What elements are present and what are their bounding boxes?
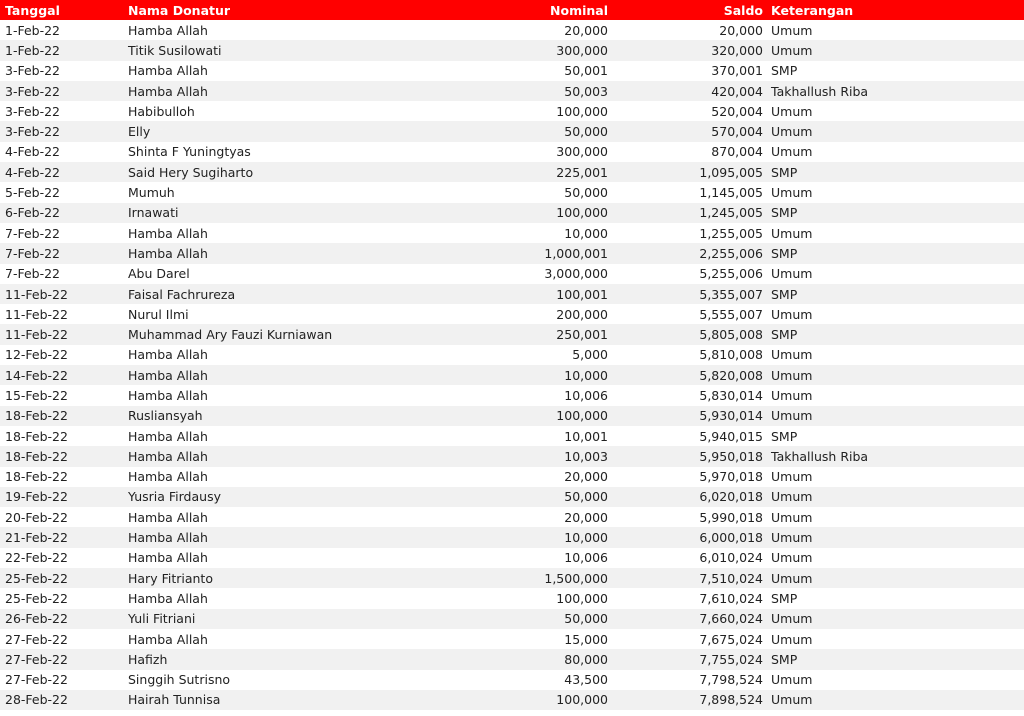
cell-saldo: 5,830,014 [699, 387, 763, 403]
cell-nama-donatur: Hamba Allah [123, 81, 428, 101]
cell-saldo: 5,255,006 [699, 266, 763, 282]
header-nama-donatur: Nama Donatur [123, 0, 428, 20]
cell-nama-donatur: Faisal Fachrureza [123, 284, 428, 304]
cell-nominal: 300,000 [428, 40, 612, 60]
cell-keterangan: Takhallush Riba [767, 446, 1024, 466]
cell-tanggal: 11-Feb-22 [0, 324, 123, 344]
cell-saldo: 570,004 [612, 121, 767, 141]
cell-tanggal: 3-Feb-22 [0, 81, 123, 101]
cell-nominal: 80,000 [428, 649, 612, 669]
table-row [0, 304, 1024, 324]
cell-nominal: 50,003 [428, 81, 612, 101]
cell-nominal: 225,001 [428, 162, 612, 182]
cell-nominal: 50,000 [428, 121, 612, 141]
cell-nama-donatur: Nurul Ilmi [128, 306, 189, 322]
cell-keterangan: SMP [767, 284, 1024, 304]
cell-nama-donatur: Habibulloh [128, 103, 195, 119]
cell-nominal: 10,003 [428, 446, 612, 466]
table-row [0, 345, 1024, 365]
table-row [0, 61, 1024, 81]
cell-nominal: 100,000 [428, 203, 612, 223]
cell-saldo: 870,004 [711, 144, 763, 160]
cell-nama-donatur: Rusliansyah [123, 406, 428, 426]
cell-nominal: 50,000 [428, 487, 612, 507]
table-row [0, 446, 1024, 466]
cell-saldo: 5,810,008 [699, 347, 763, 363]
cell-nama-donatur: Hamba Allah [128, 225, 208, 241]
header-tanggal: Tanggal [0, 0, 123, 20]
cell-tanggal: 25-Feb-22 [5, 590, 68, 606]
table-row [0, 406, 1024, 426]
cell-tanggal: 1-Feb-22 [0, 40, 123, 60]
cell-saldo: 5,355,007 [612, 284, 767, 304]
cell-keterangan: Umum [771, 631, 813, 647]
cell-saldo: 1,255,005 [699, 225, 763, 241]
cell-nama-donatur: Hamba Allah [128, 22, 208, 38]
cell-keterangan: SMP [767, 203, 1024, 223]
cell-nominal: 250,001 [428, 324, 612, 344]
cell-keterangan: Umum [771, 306, 813, 322]
cell-tanggal: 27-Feb-22 [5, 672, 68, 688]
table-row [0, 548, 1024, 568]
cell-nama-donatur: Titik Susilowati [123, 40, 428, 60]
cell-saldo: 5,940,015 [699, 428, 763, 444]
cell-tanggal: 22-Feb-22 [5, 550, 68, 566]
table-row [0, 101, 1024, 121]
cell-tanggal: 27-Feb-22 [0, 649, 123, 669]
cell-tanggal: 18-Feb-22 [5, 428, 68, 444]
cell-nominal: 10,001 [564, 428, 608, 444]
cell-saldo: 1,245,005 [612, 203, 767, 223]
cell-tanggal: 18-Feb-22 [0, 406, 123, 426]
cell-keterangan: Umum [767, 487, 1024, 507]
cell-nama-donatur: Hairah Tunnisa [123, 690, 428, 710]
table-row [0, 426, 1024, 446]
cell-nominal: 10,000 [428, 527, 612, 547]
cell-nama-donatur: Hamba Allah [123, 446, 428, 466]
cell-nama-donatur: Hafizh [123, 649, 428, 669]
cell-tanggal: 3-Feb-22 [0, 121, 123, 141]
table-row [0, 487, 1024, 507]
cell-tanggal: 26-Feb-22 [0, 609, 123, 629]
cell-nama-donatur: Hamba Allah [123, 243, 428, 263]
cell-tanggal: 12-Feb-22 [5, 347, 68, 363]
header-saldo: Saldo [612, 0, 767, 20]
cell-nama-donatur: Hamba Allah [128, 428, 208, 444]
cell-keterangan: Umum [771, 469, 813, 485]
cell-tanggal: 6-Feb-22 [0, 203, 123, 223]
cell-nama-donatur: Hamba Allah [128, 590, 208, 606]
cell-saldo: 5,805,008 [612, 324, 767, 344]
table-row [0, 223, 1024, 243]
cell-keterangan: Umum [771, 266, 813, 282]
cell-nominal: 50,001 [564, 63, 608, 79]
cell-saldo: 1,095,005 [612, 162, 767, 182]
cell-nominal: 3,000,000 [544, 266, 608, 282]
table-row [0, 121, 1024, 141]
cell-tanggal: 7-Feb-22 [5, 225, 61, 241]
cell-saldo: 5,970,018 [699, 469, 763, 485]
cell-saldo: 7,610,024 [699, 590, 763, 606]
cell-keterangan: Umum [767, 527, 1024, 547]
cell-nominal: 100,000 [556, 103, 608, 119]
cell-keterangan: Umum [771, 185, 813, 201]
cell-tanggal: 3-Feb-22 [5, 63, 61, 79]
cell-tanggal: 7-Feb-22 [0, 243, 123, 263]
cell-nominal: 43,500 [564, 672, 608, 688]
cell-nama-donatur: Hamba Allah [128, 469, 208, 485]
cell-keterangan: Umum [771, 225, 813, 241]
cell-nama-donatur: Abu Darel [128, 266, 190, 282]
table-row [0, 142, 1024, 162]
table-row [0, 609, 1024, 629]
table-row [0, 649, 1024, 669]
cell-tanggal: 28-Feb-22 [0, 690, 123, 710]
cell-nama-donatur: Hamba Allah [128, 387, 208, 403]
cell-nama-donatur: Muhammad Ary Fauzi Kurniawan [123, 324, 428, 344]
cell-nominal: 300,000 [556, 144, 608, 160]
table-row [0, 568, 1024, 588]
cell-nama-donatur: Mumuh [128, 185, 175, 201]
cell-keterangan: Umum [771, 550, 813, 566]
cell-saldo: 5,555,007 [699, 306, 763, 322]
table-row [0, 467, 1024, 487]
cell-tanggal: 15-Feb-22 [5, 387, 68, 403]
cell-nama-donatur: Elly [123, 121, 428, 141]
cell-tanggal: 11-Feb-22 [5, 306, 68, 322]
cell-saldo: 5,990,018 [699, 509, 763, 525]
cell-tanggal: 18-Feb-22 [0, 446, 123, 466]
header-nominal: Nominal [428, 0, 612, 20]
table-row [0, 203, 1024, 223]
cell-saldo: 7,755,024 [612, 649, 767, 669]
cell-saldo: 520,004 [711, 103, 763, 119]
cell-nominal: 20,000 [564, 469, 608, 485]
cell-keterangan: SMP [767, 243, 1024, 263]
table-row [0, 690, 1024, 710]
table-body [0, 20, 1024, 710]
cell-keterangan: Umum [771, 22, 813, 38]
table-row [0, 324, 1024, 344]
cell-nominal: 100,001 [428, 284, 612, 304]
cell-nominal: 20,000 [564, 22, 608, 38]
cell-nominal: 50,000 [564, 185, 608, 201]
cell-nominal: 10,006 [564, 550, 608, 566]
cell-tanggal: 4-Feb-22 [0, 162, 123, 182]
cell-keterangan: Umum [771, 347, 813, 363]
cell-keterangan: Umum [771, 672, 813, 688]
cell-keterangan: Takhallush Riba [767, 81, 1024, 101]
cell-keterangan: SMP [771, 590, 798, 606]
cell-keterangan: Umum [771, 509, 813, 525]
cell-keterangan: Umum [767, 609, 1024, 629]
table-row [0, 284, 1024, 304]
cell-saldo: 7,798,524 [699, 672, 763, 688]
cell-nama-donatur: Hary Fitrianto [123, 568, 428, 588]
cell-keterangan: Umum [767, 121, 1024, 141]
cell-nama-donatur: Hamba Allah [128, 631, 208, 647]
cell-nominal: 1,000,001 [428, 243, 612, 263]
cell-tanggal: 25-Feb-22 [0, 568, 123, 588]
cell-tanggal: 27-Feb-22 [5, 631, 68, 647]
table-row [0, 507, 1024, 527]
cell-nominal: 20,000 [564, 509, 608, 525]
cell-nama-donatur: Hamba Allah [128, 347, 208, 363]
cell-saldo: 6,010,024 [699, 550, 763, 566]
cell-tanggal: 3-Feb-22 [5, 103, 61, 119]
cell-tanggal: 7-Feb-22 [5, 266, 61, 282]
cell-nama-donatur: Yuli Fitriani [123, 609, 428, 629]
cell-nominal: 200,000 [556, 306, 608, 322]
cell-nama-donatur: Hamba Allah [128, 550, 208, 566]
cell-nama-donatur: Hamba Allah [123, 365, 428, 385]
cell-nama-donatur: Singgih Sutrisno [128, 672, 231, 688]
cell-keterangan: SMP [767, 649, 1024, 669]
table-row [0, 629, 1024, 649]
table-row [0, 365, 1024, 385]
cell-tanggal: 1-Feb-22 [5, 22, 61, 38]
cell-nama-donatur: Hamba Allah [128, 63, 208, 79]
cell-nama-donatur: Hamba Allah [123, 527, 428, 547]
table-row [0, 588, 1024, 608]
cell-nama-donatur: Said Hery Sugiharto [123, 162, 428, 182]
cell-saldo: 6,020,018 [612, 487, 767, 507]
cell-nominal: 1,500,000 [428, 568, 612, 588]
cell-tanggal: 19-Feb-22 [0, 487, 123, 507]
cell-keterangan: Umum [771, 103, 813, 119]
cell-saldo: 6,000,018 [612, 527, 767, 547]
cell-keterangan: Umum [767, 690, 1024, 710]
cell-saldo: 7,660,024 [612, 609, 767, 629]
cell-keterangan: Umum [771, 387, 813, 403]
cell-saldo: 320,000 [612, 40, 767, 60]
cell-tanggal: 5-Feb-22 [5, 185, 61, 201]
cell-nominal: 5,000 [572, 347, 608, 363]
cell-saldo: 7,675,024 [699, 631, 763, 647]
cell-keterangan: Umum [771, 144, 813, 160]
cell-keterangan: Umum [767, 568, 1024, 588]
cell-saldo: 370,001 [711, 63, 763, 79]
cell-nama-donatur: Irnawati [123, 203, 428, 223]
table-row [0, 385, 1024, 405]
table-row [0, 243, 1024, 263]
cell-saldo: 2,255,006 [612, 243, 767, 263]
cell-nominal: 10,000 [564, 225, 608, 241]
table-row [0, 162, 1024, 182]
cell-nominal: 100,000 [428, 406, 612, 426]
cell-keterangan: SMP [767, 162, 1024, 182]
cell-keterangan: SMP [771, 428, 798, 444]
cell-tanggal: 20-Feb-22 [5, 509, 68, 525]
cell-saldo: 5,820,008 [612, 365, 767, 385]
cell-tanggal: 11-Feb-22 [0, 284, 123, 304]
table-row [0, 670, 1024, 690]
table-row [0, 20, 1024, 40]
cell-nominal: 10,006 [564, 387, 608, 403]
cell-saldo: 7,510,024 [612, 568, 767, 588]
cell-keterangan: Umum [767, 406, 1024, 426]
cell-nama-donatur: Shinta F Yuningtyas [128, 144, 251, 160]
cell-saldo: 5,930,014 [612, 406, 767, 426]
cell-nominal: 10,000 [428, 365, 612, 385]
cell-nama-donatur: Yusria Firdausy [123, 487, 428, 507]
cell-nominal: 15,000 [564, 631, 608, 647]
cell-nominal: 100,000 [428, 690, 612, 710]
cell-saldo: 7,898,524 [612, 690, 767, 710]
cell-saldo: 420,004 [612, 81, 767, 101]
cell-keterangan: SMP [767, 324, 1024, 344]
cell-saldo: 5,950,018 [612, 446, 767, 466]
cell-keterangan: Umum [767, 365, 1024, 385]
table-row [0, 81, 1024, 101]
table-row [0, 264, 1024, 284]
cell-keterangan: Umum [767, 40, 1024, 60]
header-keterangan: Keterangan [767, 0, 1024, 20]
table-header-row [0, 0, 1024, 20]
table-row [0, 40, 1024, 60]
cell-tanggal: 18-Feb-22 [5, 469, 68, 485]
cell-tanggal: 14-Feb-22 [0, 365, 123, 385]
cell-keterangan: SMP [771, 63, 798, 79]
cell-nama-donatur: Hamba Allah [128, 509, 208, 525]
table-row [0, 527, 1024, 547]
cell-nominal: 50,000 [428, 609, 612, 629]
cell-tanggal: 4-Feb-22 [5, 144, 61, 160]
cell-saldo: 1,145,005 [699, 185, 763, 201]
cell-saldo: 20,000 [719, 22, 763, 38]
cell-tanggal: 21-Feb-22 [0, 527, 123, 547]
table-row [0, 182, 1024, 202]
cell-nominal: 100,000 [556, 590, 608, 606]
